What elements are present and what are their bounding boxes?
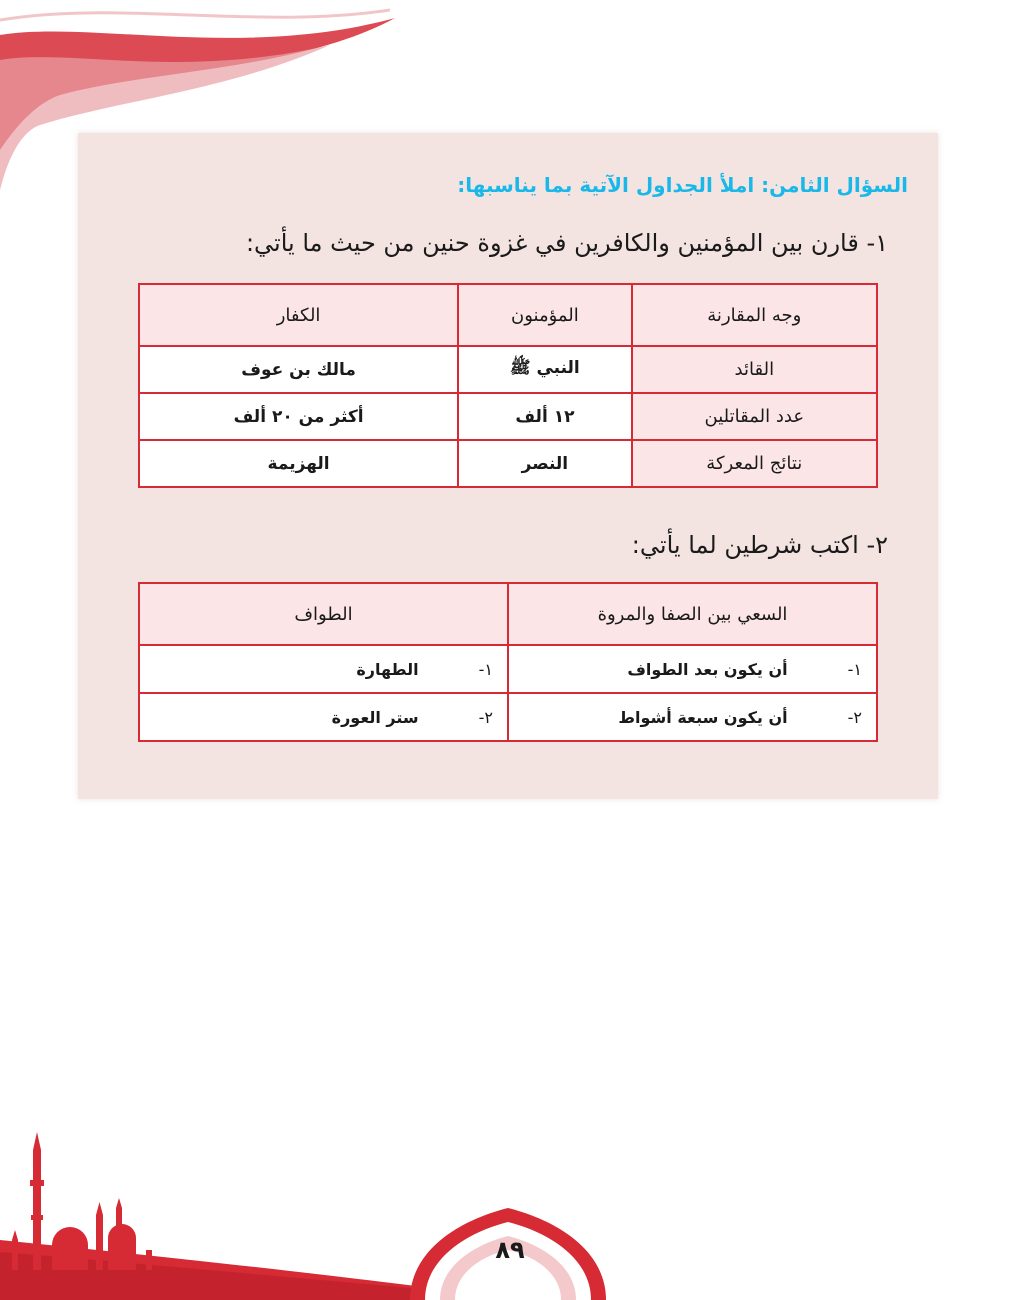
header-tawaf: الطواف <box>139 583 508 645</box>
table-header-row <box>139 284 877 346</box>
sai-condition-cell[interactable] <box>508 693 877 741</box>
disbelievers-answer[interactable]: أكثر من ٢٠ ألف <box>139 393 458 440</box>
row-aspect: عدد المقاتلين <box>632 393 877 440</box>
row-aspect: نتائج المعركة <box>632 440 877 487</box>
item-number: ٢- <box>478 707 493 727</box>
disbelievers-answer[interactable]: مالك بن عوف <box>139 346 458 393</box>
mosque-silhouette-decoration <box>0 1120 1016 1300</box>
conditions-table <box>138 582 878 742</box>
item-number: ١- <box>478 659 493 679</box>
tawaf-condition-cell[interactable] <box>139 693 508 741</box>
table-row <box>139 440 877 487</box>
header-aspect: وجه المقارنة <box>632 284 877 346</box>
believers-answer[interactable]: النبي ﷺ <box>458 346 631 393</box>
item-number: ١- <box>847 659 862 679</box>
sai-condition-cell[interactable] <box>508 645 877 693</box>
believers-answer[interactable]: النصر <box>458 440 631 487</box>
sai-condition: أن يكون سبعة أشواط <box>618 707 788 727</box>
header-sai: السعي بين الصفا والمروة <box>508 583 877 645</box>
tawaf-condition: ستر العورة <box>331 707 419 727</box>
table-header-row <box>139 583 877 645</box>
item-number: ٢- <box>847 707 862 727</box>
item1-title: ١- قارن بين المؤمنين والكافرين في غزوة حنين من حيث ما يأتي: <box>245 229 888 257</box>
question-title: السؤال الثامن: املأ الجداول الآتية بما يناسبها: <box>457 173 908 197</box>
header-believers: المؤمنون <box>458 284 631 346</box>
tawaf-condition: الطهارة <box>356 659 419 679</box>
item2-title: ٢- اكتب شرطين لما يأتي: <box>631 531 888 559</box>
row-aspect: القائد <box>632 346 877 393</box>
tawaf-condition-cell[interactable] <box>139 645 508 693</box>
header-disbelievers: الكفار <box>139 284 458 346</box>
comparison-table <box>138 283 878 488</box>
believers-answer[interactable]: ١٢ ألف <box>458 393 631 440</box>
disbelievers-answer[interactable]: الهزيمة <box>139 440 458 487</box>
table-row <box>139 346 877 393</box>
table-row <box>139 693 877 741</box>
table-row <box>139 645 877 693</box>
sai-condition: أن يكون بعد الطواف <box>627 659 788 679</box>
exercise-panel <box>78 133 938 799</box>
table-row <box>139 393 877 440</box>
page-number: ٨٩ <box>495 1236 525 1264</box>
